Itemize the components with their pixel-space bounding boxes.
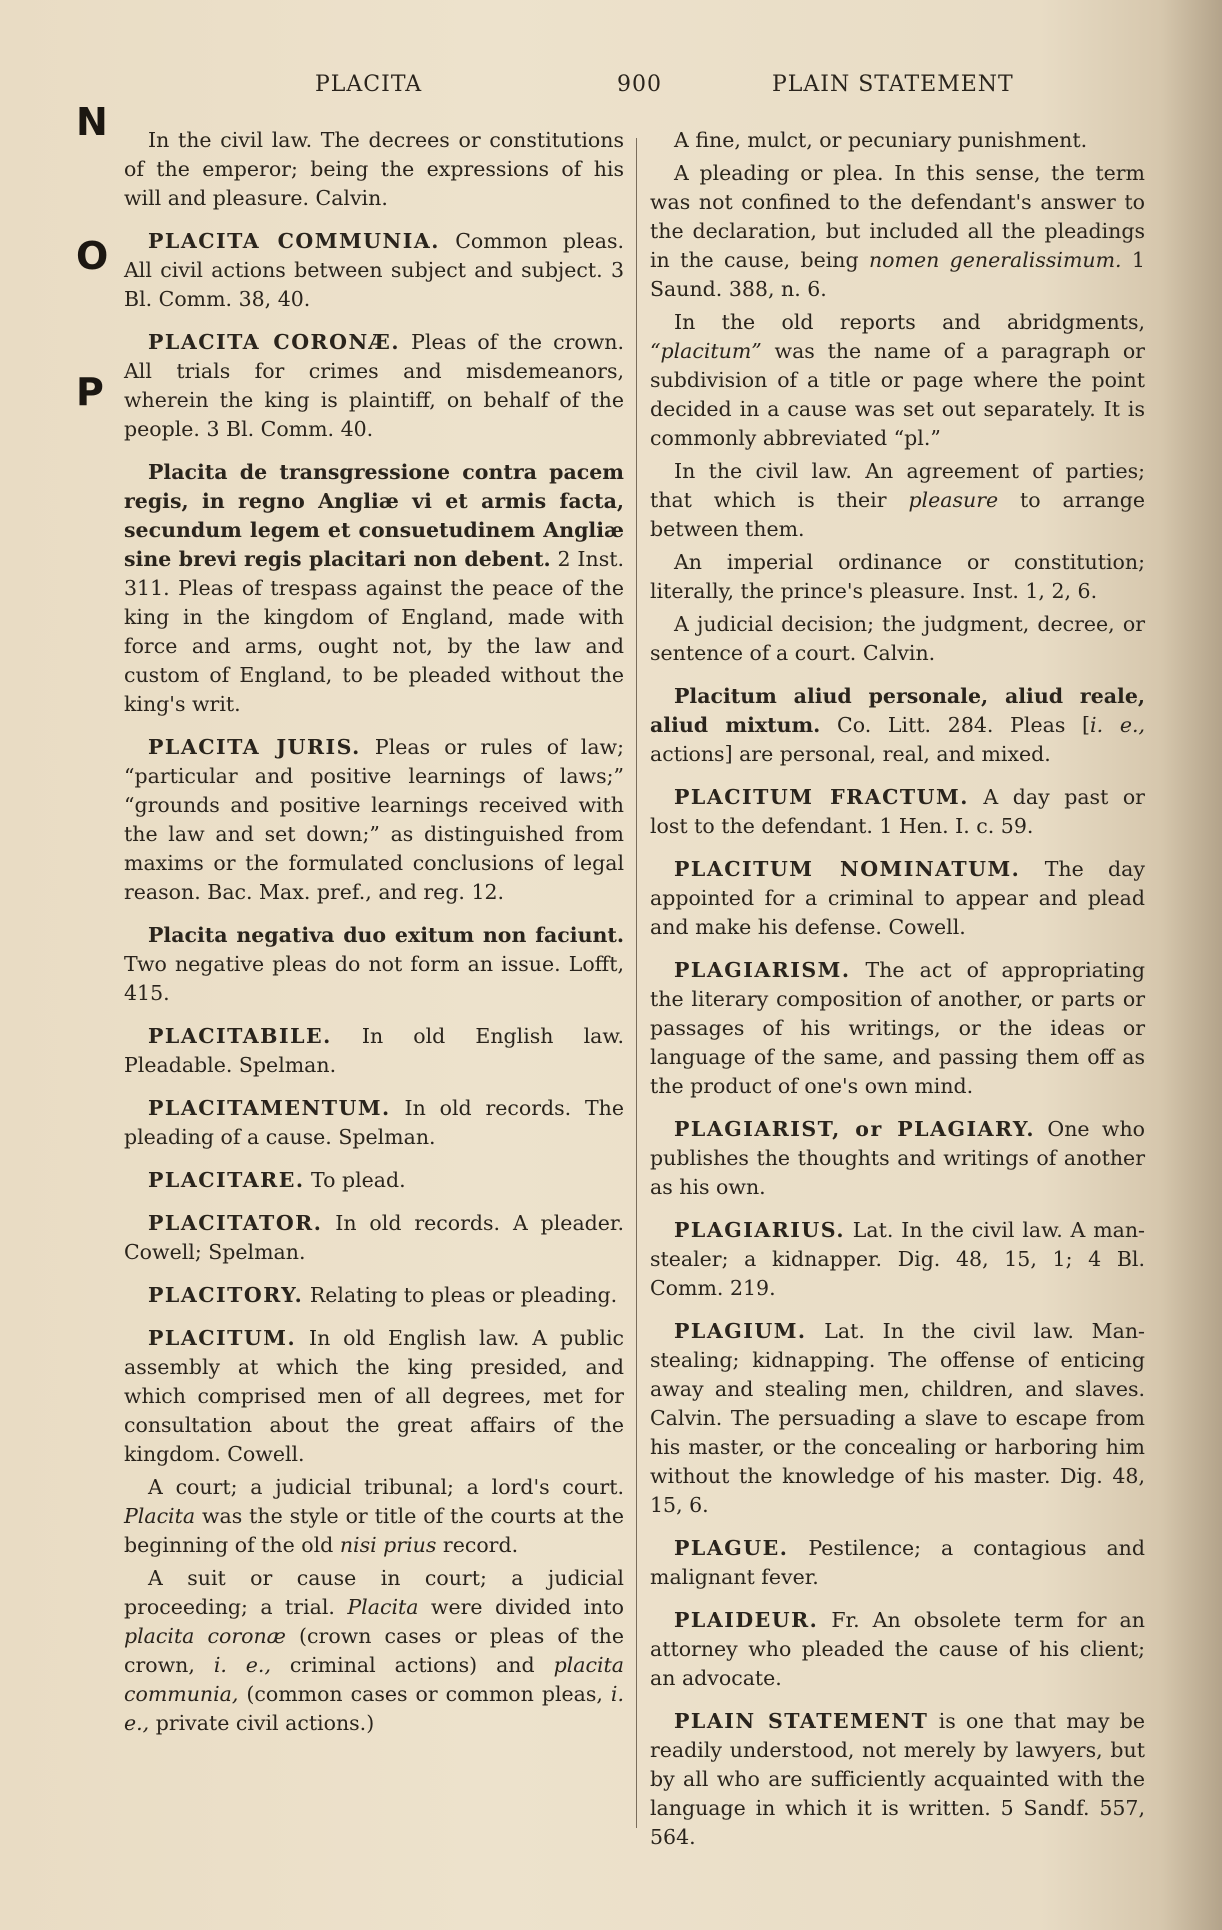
definition: Pestilence; a contagious and malignant fever. bbox=[650, 1536, 1145, 1589]
running-header bbox=[0, 72, 1222, 112]
entry-plagiarius bbox=[650, 1216, 1145, 1303]
entry-plain-statement bbox=[650, 1707, 1145, 1852]
definition: In the civil law. An agreement of parties; that which is their bbox=[650, 459, 1145, 512]
placitum-sense-fine: A fine, mulct, or pecuniary punishment. bbox=[674, 128, 1088, 152]
italic-term: “placitum” bbox=[650, 339, 762, 363]
entry-placita-coronae bbox=[124, 328, 624, 444]
definition: is one that may be readily understood, not merely by lawyers, but by all who are sufficiently acquainted with the language in which it is written. 5 Sandf. 557, 564. bbox=[650, 1709, 1145, 1849]
italic-term: Placita bbox=[124, 1504, 196, 1528]
italic-term: Placita bbox=[347, 1595, 419, 1619]
placitum-sense-pleading bbox=[650, 159, 1145, 304]
headword: PLACITA JURIS. bbox=[148, 735, 361, 759]
definition: 1 Saund. 388, n. 6. bbox=[650, 248, 1145, 301]
definition: To plead. bbox=[311, 1168, 406, 1192]
italic-term: placita communia, bbox=[124, 1653, 624, 1706]
entry-continuation: In the civil law. The decrees or constitutions of the emperor; being the expressions of his will and pleasure. Calvin. bbox=[124, 128, 624, 210]
definition: was the name of a paragraph or subdivision of a title or page where the point decided in a cause was set out separately. It is commonly abbreviated “pl.” bbox=[650, 339, 1145, 450]
headword: PLACITUM FRACTUM. bbox=[674, 785, 969, 809]
definition: Lat. In the civil law. A man-stealer; a kidnapper. Dig. 48, 15, 1; 4 Bl. Comm. 219. bbox=[650, 1218, 1145, 1300]
page-number: 900 bbox=[617, 72, 662, 97]
definition: were divided into bbox=[430, 1595, 624, 1619]
placitum-sense-court bbox=[124, 1473, 624, 1560]
header-right-guideword: PLAIN STATEMENT bbox=[772, 72, 1014, 97]
entry-placitum bbox=[124, 1324, 624, 1469]
headword: PLAIN STATEMENT bbox=[674, 1709, 929, 1733]
headword: PLAGIARIUS. bbox=[674, 1218, 845, 1242]
definition: In old records. The pleading of a cause. Spelman. bbox=[124, 1096, 624, 1149]
entry-placita-communia bbox=[124, 227, 624, 314]
entry-plaideur bbox=[650, 1606, 1145, 1693]
placitum-sense-suit bbox=[124, 1564, 624, 1738]
definition: Lat. In the civil law. Man-stealing; kidnapping. The offense of enticing away and stealing men, children, and slaves. Calvin. The persuading a slave to escape from his master, or the concealing or harboring him without the knowledge of his master. Dig. 48, 15, 6. bbox=[650, 1319, 1145, 1517]
italic-term: i. e., bbox=[1090, 713, 1145, 737]
latin-maxim: Placitum aliud personale, aliud reale, aliud mixtum. bbox=[650, 684, 1145, 737]
translation: Co. Litt. 284. Pleas [ bbox=[837, 713, 1091, 737]
entry-plagiarism bbox=[650, 956, 1145, 1101]
headword: PLACITAMENTUM. bbox=[148, 1096, 391, 1120]
placitum-sense-decision: A judicial decision; the judgment, decree, or sentence of a court. Calvin. bbox=[650, 612, 1145, 665]
italic-term: nisi prius bbox=[339, 1533, 437, 1557]
definition: Common pleas. All civil actions between subject and subject. 3 Bl. Comm. 38, 40. bbox=[124, 229, 624, 311]
headword: PLACITUM. bbox=[148, 1326, 297, 1350]
maxim-placitum bbox=[650, 682, 1145, 769]
entry-placitabile bbox=[124, 1022, 624, 1080]
translation: actions] are personal, real, and mixed. bbox=[650, 742, 1051, 766]
placitum-sense-ordinance: An imperial ordinance or constitution; literally, the prince's pleasure. Inst. 1, 2, 6. bbox=[650, 550, 1145, 603]
headword: PLACITORY. bbox=[148, 1283, 304, 1307]
italic-term: i. e., bbox=[124, 1682, 624, 1735]
definition: private civil actions.) bbox=[155, 1711, 375, 1735]
definition: criminal actions) and bbox=[289, 1653, 535, 1677]
translation: Two negative pleas do not form an issue. Lofft, 415. bbox=[124, 952, 624, 1005]
definition: record. bbox=[442, 1533, 519, 1557]
italic-term: nomen generalissimum. bbox=[868, 248, 1122, 272]
entry-placita-juris bbox=[124, 733, 624, 907]
right-column bbox=[650, 126, 1145, 1866]
thumb-index-letter: P bbox=[76, 370, 104, 414]
headword: PLAGIARISM. bbox=[674, 958, 851, 982]
headword: PLACITARE. bbox=[148, 1168, 305, 1192]
thumb-index-letter: N bbox=[76, 100, 108, 144]
maxim-transgressione bbox=[124, 458, 624, 719]
headword: PLACITUM NOMINATUM. bbox=[674, 857, 1021, 881]
italic-term: pleasure bbox=[908, 488, 999, 512]
definition: to arrange between them. bbox=[650, 488, 1145, 541]
headword: PLAGUE. bbox=[674, 1536, 789, 1560]
entry-plagiarist bbox=[650, 1115, 1145, 1202]
entry-placitator bbox=[124, 1209, 624, 1267]
entry-placitare bbox=[124, 1166, 624, 1195]
left-column bbox=[124, 126, 624, 1742]
headword: PLACITATOR. bbox=[148, 1211, 323, 1235]
column-divider bbox=[636, 138, 637, 1828]
definition: (crown cases or pleas of the crown, bbox=[124, 1624, 624, 1677]
definition: One who publishes the thoughts and writings of another as his own. bbox=[650, 1117, 1146, 1199]
maxim-negativa bbox=[124, 921, 624, 1008]
italic-term: i. e., bbox=[213, 1653, 271, 1677]
entry-placitory bbox=[124, 1281, 624, 1310]
entry-placitum-fractum bbox=[650, 783, 1145, 841]
definition: A pleading or plea. In this sense, the term was not confined to the defendant's answer to the declaration, but included all the pleadings in the cause, being bbox=[650, 161, 1145, 272]
entry-plague bbox=[650, 1534, 1145, 1592]
headword: PLAGIUM. bbox=[674, 1319, 807, 1343]
thumb-index-letter: O bbox=[76, 234, 109, 278]
definition: Pleas of the crown. All trials for crimes and misdemeanors, wherein the king is plaintiff, on behalf of the people. 3 Bl. Comm. 40. bbox=[124, 330, 624, 441]
entry-placitamentum bbox=[124, 1094, 624, 1152]
placitum-sense-agreement bbox=[650, 457, 1145, 544]
entry-placitum-nominatum bbox=[650, 855, 1145, 942]
headword: PLAGIARIST, or PLAGIARY. bbox=[674, 1117, 1036, 1141]
latin-maxim: Placita de transgressione contra pacem regis, in regno Angliæ vi et armis facta, secundum legem et consuetudinem Angliæ sine brevi regis placitari non debent. bbox=[124, 460, 624, 571]
definition: The day appointed for a criminal to appear and plead and make his defense. Cowell. bbox=[650, 857, 1145, 939]
latin-maxim: Placita negativa duo exitum non faciunt. bbox=[148, 923, 624, 947]
definition: In old English law. Pleadable. Spelman. bbox=[124, 1024, 624, 1077]
definition: was the style or title of the courts at the beginning of the old bbox=[124, 1504, 624, 1557]
headword: PLACITABILE. bbox=[148, 1024, 332, 1048]
definition: The act of appropriating the literary composition of another, or parts or passages of his writings, or the ideas or language of the same, and passing them off as the product of one's own mind. bbox=[650, 958, 1145, 1098]
placitum-sense-reports bbox=[650, 308, 1145, 453]
translation: 2 Inst. 311. Pleas of trespass against the peace of the king in the kingdom of England, made with force and arms, ought not, by the law and custom of England, to be pleaded without the king's writ. bbox=[124, 547, 624, 716]
header-left-guideword: PLACITA bbox=[315, 72, 423, 97]
definition: Pleas or rules of law; “particular and positive learnings of laws;” “grounds and positive learnings received with the law and set down;” as distinguished from maxims or the formulated conclusions of legal reason. Bac. Max. pref., and reg. 12. bbox=[124, 735, 624, 904]
definition: (common cases or common pleas, bbox=[246, 1682, 603, 1706]
entry-plagium bbox=[650, 1317, 1145, 1520]
italic-term: placita coronæ bbox=[124, 1624, 286, 1648]
headword: PLAIDEUR. bbox=[674, 1608, 819, 1632]
headword: PLACITA CORONÆ. bbox=[148, 330, 401, 354]
definition: A day past or lost to the defendant. 1 Hen. I. c. 59. bbox=[650, 785, 1145, 838]
definition: Relating to pleas or pleading. bbox=[309, 1283, 618, 1307]
definition: A court; a judicial tribunal; a lord's court. bbox=[148, 1475, 624, 1499]
definition: Fr. An obsolete term for an attorney who pleaded the cause of his client; an advocate. bbox=[650, 1608, 1145, 1690]
definition: In the old reports and abridgments, bbox=[674, 310, 1145, 334]
headword: PLACITA COMMUNIA. bbox=[148, 229, 440, 253]
definition: In old English law. A public assembly at which the king presided, and which comprised men of all degrees, met for consultation about the great affairs of the kingdom. Cowell. bbox=[124, 1326, 624, 1466]
definition: In old records. A pleader. Cowell; Spelman. bbox=[124, 1211, 624, 1264]
definition: A suit or cause in court; a judicial proceeding; a trial. bbox=[124, 1566, 624, 1619]
